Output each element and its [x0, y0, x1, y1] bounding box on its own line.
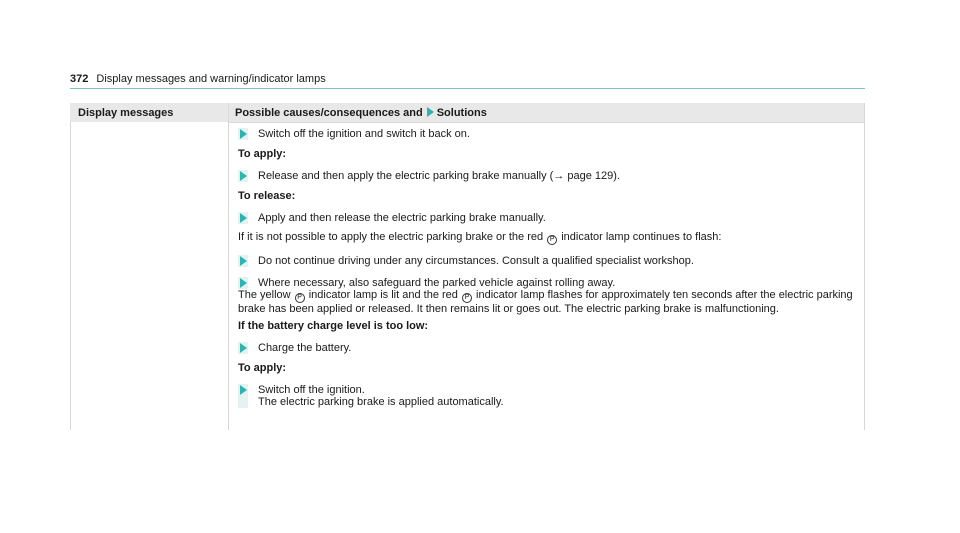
paragraph-lamp-status: [238, 289, 858, 315]
header-rule: [70, 88, 865, 89]
step-text: Do not continue driving under any circumstances. Consult a qualified specialist workshop.: [258, 255, 694, 267]
step-item: [238, 342, 858, 354]
arrow-right-icon: [240, 343, 247, 353]
page-header: [70, 72, 865, 86]
parking-brake-lamp-icon: P: [462, 293, 472, 303]
header-text: Possible causes/consequences and: [235, 107, 423, 119]
arrow-right-icon: [427, 107, 434, 117]
row-rule: [229, 122, 864, 123]
step-text: Where necessary, also safeguard the parked vehicle against rolling away.: [258, 277, 616, 289]
table-border-left: [70, 122, 71, 430]
paragraph-brake-failure: [238, 231, 858, 245]
step-text: Charge the battery.: [258, 342, 352, 354]
messages-table: [70, 103, 865, 430]
arrow-right-icon: [240, 256, 247, 266]
label-to-apply: To apply:: [238, 148, 287, 160]
text-segment: If it is not possible to apply the electric parking brake or the red: [238, 231, 544, 243]
step-text: Switch off the ignition.: [258, 384, 365, 396]
header-solutions: Solutions: [436, 107, 487, 119]
arrow-right-icon: [240, 129, 247, 139]
arrow-right-icon: [240, 385, 247, 395]
step-item: [238, 212, 858, 224]
arrow-right-icon: [240, 171, 247, 181]
column-separator: [228, 103, 229, 430]
step-item: [238, 277, 858, 289]
step-text: Release and then apply the electric parking brake manually (→ page 129).: [258, 170, 620, 182]
text-segment: The yellow: [238, 289, 291, 301]
step-text: Switch off the ignition and switch it back on.: [258, 128, 470, 140]
text-segment: the electric parking brake has been applied or released. It then remains lit or goes out. The electric parking brake is malfunctioning.: [238, 289, 853, 315]
text-segment: indicator lamp is lit and the red: [308, 289, 458, 301]
column-header-causes-solutions: [235, 107, 487, 119]
step-item: [238, 384, 858, 408]
arrow-right-icon: [240, 278, 247, 288]
arrow-right-icon: [240, 213, 247, 223]
label-to-release: To release:: [238, 190, 296, 202]
section-title: Display messages and warning/indicator lamps: [96, 73, 326, 85]
step-text: Apply and then release the electric parking brake manually.: [258, 212, 546, 224]
table-border-right: [864, 103, 865, 430]
parking-brake-lamp-icon: P: [295, 293, 305, 303]
step-item: [238, 128, 858, 140]
step-item: [238, 255, 858, 267]
text-segment: indicator lamp continues to flash:: [561, 231, 722, 243]
page-number: 372: [70, 73, 89, 85]
text-segment: indicator lamp flashes for approximately ten seconds after: [476, 289, 758, 301]
label-to-apply: To apply:: [238, 362, 287, 374]
subheading-battery-low: If the battery charge level is too low:: [238, 320, 429, 332]
step-item: [238, 170, 858, 182]
table-header: [70, 103, 865, 122]
column-header-display-messages: Display messages: [78, 107, 174, 119]
step-text: The electric parking brake is applied automatically.: [258, 396, 504, 408]
parking-brake-lamp-icon: P: [547, 235, 557, 245]
table-body-cell: [238, 128, 858, 408]
